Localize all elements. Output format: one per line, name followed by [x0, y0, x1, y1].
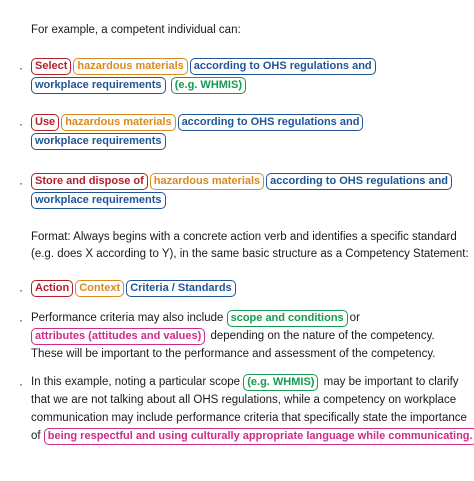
criteria-tag: workplace requirements	[31, 192, 166, 209]
bullet: ·	[19, 313, 23, 327]
attributes-tag: attributes (attitudes and values)	[31, 328, 205, 345]
perf-line-2	[31, 328, 435, 345]
scope-example-line-4	[31, 428, 474, 445]
bullet: ·	[19, 61, 23, 75]
perf-text: Performance criteria may also include	[31, 312, 224, 324]
bullet: ·	[19, 283, 23, 297]
criteria-tag: workplace requirements	[31, 133, 166, 150]
example-1-line-1	[31, 58, 378, 75]
format-line-2: (e.g. does X according to Y), in the same basic structure as a Competency Statement:	[31, 248, 469, 260]
context-tag: hazardous materials	[73, 58, 187, 75]
perf-text: or	[349, 312, 360, 324]
criteria-tag: according to OHS regulations and	[266, 173, 452, 190]
example-1-line-2	[31, 77, 248, 94]
criteria-tag: Criteria / Standards	[126, 280, 235, 297]
bullet: ·	[19, 377, 23, 391]
criteria-tag: workplace requirements	[31, 77, 166, 94]
context-tag: hazardous materials	[150, 173, 264, 190]
bullet: ·	[19, 117, 23, 131]
attributes-tag: being respectful and using culturally appropriate language while communicating.	[44, 428, 474, 445]
scope-example-line-2: that we are not talking about all OHS regulations, while a competency on workplace	[31, 394, 457, 406]
context-tag: hazardous materials	[61, 114, 175, 131]
scope-tag: scope and conditions	[227, 310, 348, 327]
perf-text: depending on the nature of the competency.	[210, 330, 435, 342]
example-2-line-2	[31, 133, 168, 150]
scope-text: of	[31, 430, 41, 442]
format-line-1: Format: Always begins with a concrete action verb and identifies a specific standard	[31, 231, 457, 243]
scope-example-line-1	[31, 374, 459, 391]
action-tag: Select	[31, 58, 71, 75]
scope-tag: (e.g. WHMIS)	[243, 374, 318, 391]
example-2-line-1	[31, 114, 365, 131]
example-3-line-1	[31, 173, 454, 190]
perf-line-3: These will be important to the performance and assessment of the competency.	[31, 348, 436, 360]
action-tag: Store and dispose of	[31, 173, 148, 190]
criteria-tag: according to OHS regulations and	[178, 114, 364, 131]
bullet: ·	[19, 176, 23, 190]
scope-example-line-3: communication may include performance criteria that specifically state the importance	[31, 412, 467, 424]
criteria-tag: according to OHS regulations and	[190, 58, 376, 75]
perf-line-1	[31, 310, 360, 327]
example-3-line-2	[31, 192, 168, 209]
scope-tag: (e.g. WHMIS)	[171, 77, 246, 94]
structure-line	[31, 280, 238, 297]
intro-text: For example, a competent individual can:	[31, 24, 241, 36]
action-tag: Use	[31, 114, 59, 131]
scope-text: may be important to clarify	[323, 376, 459, 388]
scope-text: In this example, noting a particular scope	[31, 376, 241, 388]
action-tag: Action	[31, 280, 73, 297]
context-tag: Context	[75, 280, 124, 297]
